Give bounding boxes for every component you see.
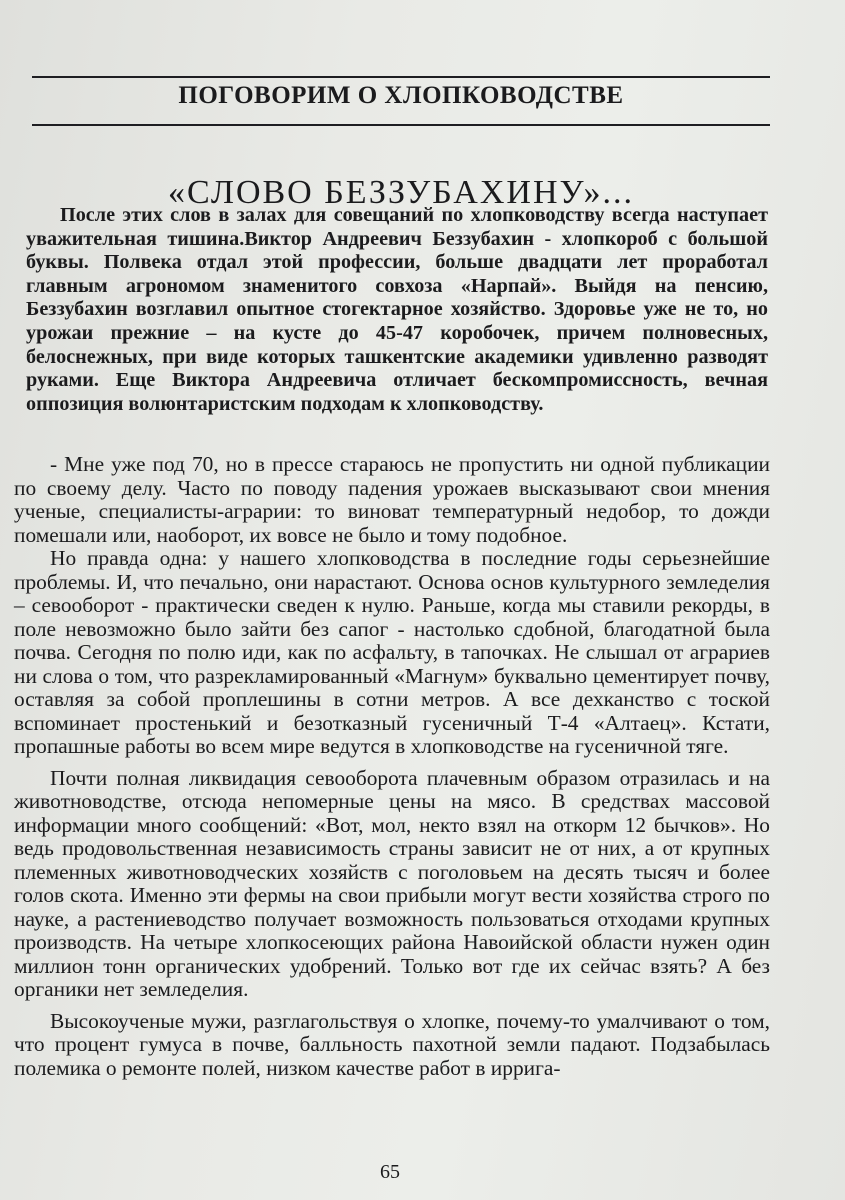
body-paragraph-4: Высокоученые мужи, разглагольствуя о хлопке, почему-то умалчивают о том, что процент гумуса в почве, балльность пахотной земли падают. Подзабылась полемика о ремонте полей, низком качестве работ в ирригa- [14, 1008, 770, 1080]
page-number: 65 [380, 1161, 400, 1183]
header-rule-bottom [32, 124, 770, 126]
section-title: ПОГОВОРИМ О ХЛОПКОВОДСТВЕ [178, 82, 624, 109]
body-paragraph-1: - Мне уже под 70, но в прессе стараюсь не пропустить ни одной публикации по своему делу. Часто по поводу падения урожаев высказывают свои мнения ученые, специалисты-аграрии: то виноват температурный недобор, то дожди помешали или, наоборот, их вовсе не было и тому подобное. [14, 452, 770, 547]
article-body [14, 453, 770, 1080]
body-paragraph-3: Почти полная ликвидация севооборота плачевным образом отразилась и на животноводстве, отсюда непомерные цены на мясо. В средствах массовой информации много сообщений: «Вот, мол, некто взял на откорм 12 бычков». Но ведь продовольственная независимость страны зависит не от них, а от крупных племенных животноводческих хозяйств с поголовьем на десять тысяч и более голов скота. Именно эти фермы на свои прибыли могут вести хозяйства строго по науке, а растениеводство получает возможность пользоваться отходами крупных производств. На четыре хлопкосеющих района Навоийской области нужен один миллион тонн органических удобрений. Только вот где их сейчас взять? А без органики нет земледелия. [14, 765, 770, 1001]
lead-paragraph: После этих слов в залах для совещаний по хлопководству всегда наступает уважительная тишина.Виктор Андреевич Беззубахин - хлопкороб с большой буквы. Полвека отдал этой профессии, больше двадцати лет проработал главным агрономом знаменитого совхоза «Нарпай». Выйдя на пенсию, Беззубахин возглавил опытное стогектарное хозяйство. Здоровье уже не то, но урожаи прежние – на кусте до 45-47 коробочек, причем полновесных, белоснежных, при виде которых ташкентские академики удивленно разводят руками. Еще Виктора Андреевича отличает бескомпромиссность, вечная оппозиция волюнтаристским подходам к хлопководству. [26, 204, 768, 415]
body-paragraph-2: Но правда одна: у нашего хлопководства в последние годы серьезнейшие проблемы. И, что печально, они нарастают. Основа основ культурного земледелия – севооборот - практически сведен к нулю. Раньше, когда мы ставили рекорды, в поле невозможно было зайти без сапог - настолько сдобной, благодатной была почва. Сегодня по полю иди, как по асфальту, в тапочках. Не слышал от аграриев ни слова о том, что разрекламированный «Магнум» буквально цементирует почву, оставляя за собой проплешины в сотни метров. А все дехканство с тоской вспоминает простенький и безотказный гусеничный Т-4 «Алтаец». Кстати, пропашные работы во всем мире ведутся в хлопководстве на гусеничной тяге. [14, 546, 770, 758]
header-rule-top [32, 76, 770, 78]
article-lead [26, 204, 768, 416]
article-title: «СЛОВО БЕЗЗУБАХИНУ»... [168, 173, 634, 211]
